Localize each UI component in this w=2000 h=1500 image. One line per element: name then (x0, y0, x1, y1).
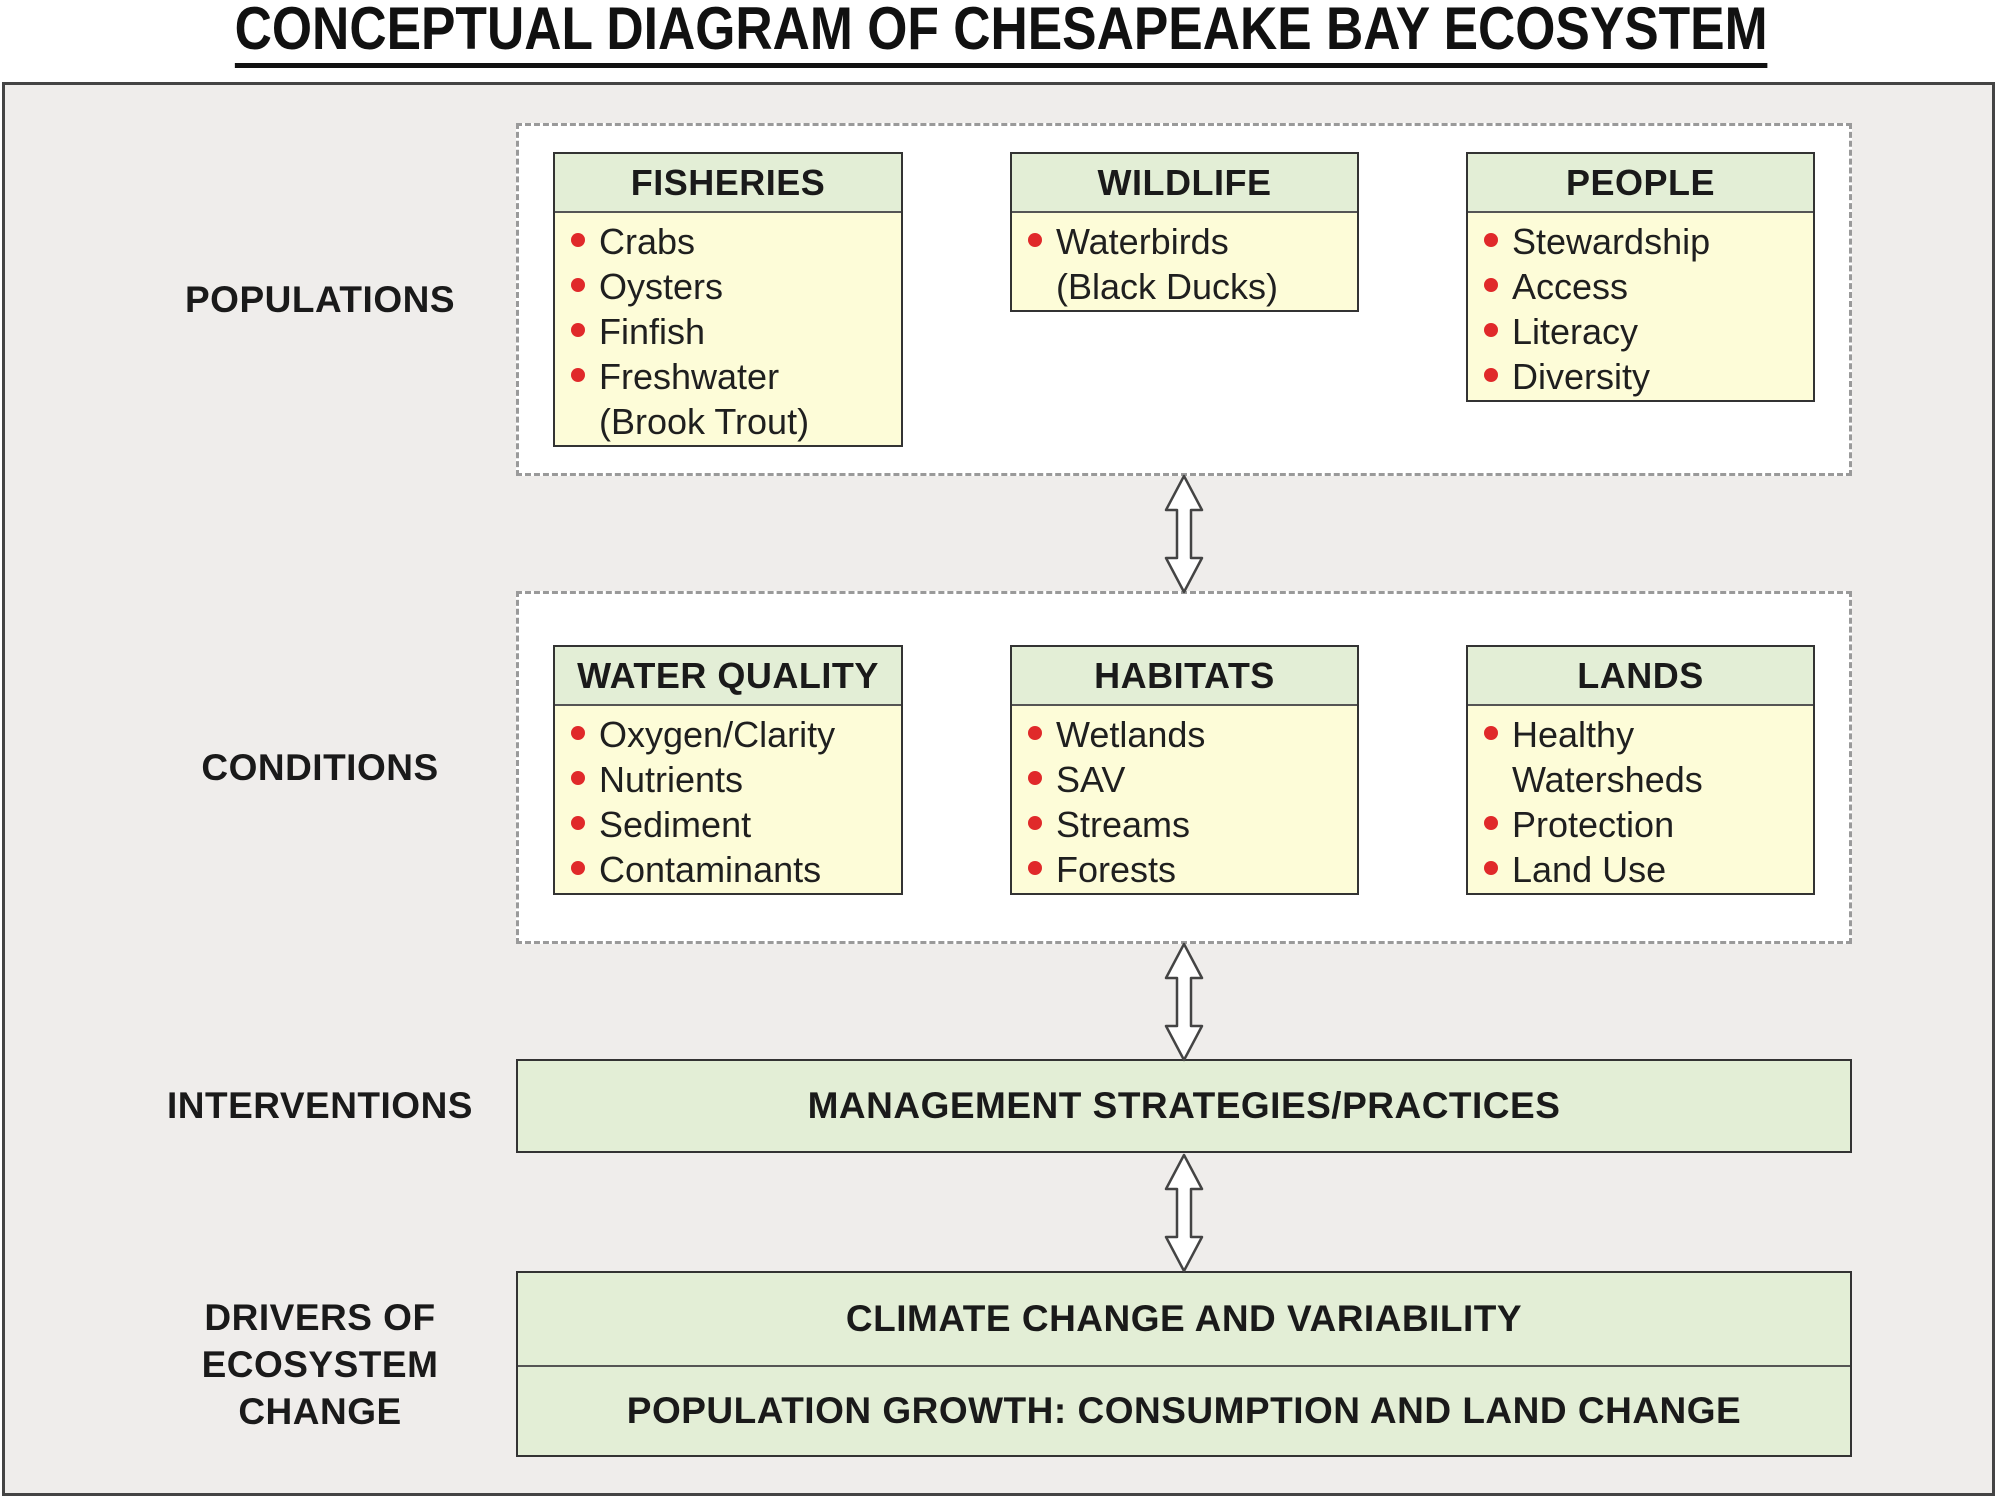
list-item-text: Oysters (599, 266, 724, 307)
list-item-text: Finfish (599, 311, 706, 352)
list-item-text: Freshwater (599, 356, 780, 397)
interventions-box: MANAGEMENT STRATEGIES/PRACTICES (516, 1059, 1852, 1153)
double-arrow-icon (1164, 942, 1204, 1062)
list-item (1026, 757, 1357, 802)
bullet-dot (1028, 233, 1042, 247)
list-item (569, 264, 901, 309)
bullet-dot (1484, 726, 1498, 740)
list-item (569, 847, 901, 892)
drivers-divider (518, 1365, 1850, 1367)
list-item-text: Protection (1512, 804, 1675, 845)
row-label-interventions: INTERVENTIONS (167, 1085, 473, 1126)
list-item (1026, 802, 1357, 847)
list-item-text: Waterbirds (1056, 221, 1229, 262)
list-item-continuation (1026, 264, 1357, 309)
bullet-dot (571, 278, 585, 292)
diagram-title-text: CONCEPTUAL DIAGRAM OF CHESAPEAKE BAY ECOSYSTEM (235, 0, 1768, 68)
list-item (1482, 802, 1813, 847)
list-item-text: Diversity (1512, 356, 1651, 397)
bullet-dot (1028, 771, 1042, 785)
list-item-text: Nutrients (599, 759, 744, 800)
list-item-text: Wetlands (1056, 714, 1206, 755)
wildlife-list (1012, 213, 1357, 309)
bullet-dot (1484, 233, 1498, 247)
bullet-dot (1028, 861, 1042, 875)
bullet-dot (571, 368, 585, 382)
bullet-dot (1484, 278, 1498, 292)
wildlife-header: WILDLIFE (1012, 154, 1357, 213)
row-label-drivers-line-3: CHANGE (238, 1391, 402, 1432)
bullet-dot (1484, 368, 1498, 382)
bullet-dot (571, 726, 585, 740)
list-item-text: (Black Ducks) (1056, 266, 1279, 307)
fisheries-header: FISHERIES (555, 154, 901, 213)
list-item (569, 309, 901, 354)
lands-box (1466, 645, 1815, 895)
fisheries-box (553, 152, 903, 447)
drivers-population: POPULATION GROWTH: CONSUMPTION AND LAND CHANGE (626, 1390, 1742, 1431)
water-quality-list (555, 706, 901, 892)
habitats-box (1010, 645, 1359, 895)
double-arrow-icon (1164, 1153, 1204, 1273)
bullet-dot (1484, 323, 1498, 337)
bullet-dot (571, 323, 585, 337)
people-list (1468, 213, 1813, 399)
list-item (1482, 264, 1813, 309)
wildlife-box (1010, 152, 1359, 312)
bullet-dot (1484, 816, 1498, 830)
list-item-text: Literacy (1512, 311, 1639, 352)
bullet-dot (571, 861, 585, 875)
list-item (569, 354, 901, 399)
row-label-conditions: CONDITIONS (201, 747, 439, 788)
lands-header: LANDS (1468, 647, 1813, 706)
bullet-dot (1028, 726, 1042, 740)
fisheries-list (555, 213, 901, 444)
list-item-text: Healthy (1512, 714, 1635, 755)
list-item-text: Sediment (599, 804, 752, 845)
habitats-list (1012, 706, 1357, 892)
list-item (1482, 354, 1813, 399)
habitats-header: HABITATS (1012, 647, 1357, 706)
double-arrow-icon (1164, 474, 1204, 594)
bullet-dot (1028, 816, 1042, 830)
list-item-continuation (569, 399, 901, 444)
row-label-populations: POPULATIONS (185, 279, 455, 320)
list-item (1482, 219, 1813, 264)
list-item-text: Contaminants (599, 849, 822, 890)
list-item-text: Crabs (599, 221, 696, 262)
list-item-text: SAV (1056, 759, 1126, 800)
row-label-drivers-line-1: DRIVERS OF (204, 1297, 436, 1338)
list-item-text: Oxygen/Clarity (599, 714, 836, 755)
list-item (569, 757, 901, 802)
list-item-text: Forests (1056, 849, 1177, 890)
people-header: PEOPLE (1468, 154, 1813, 213)
lands-list (1468, 706, 1813, 892)
list-item (1482, 712, 1813, 757)
list-item-text: Land Use (1512, 849, 1667, 890)
list-item (1482, 309, 1813, 354)
bullet-dot (571, 816, 585, 830)
list-item (1026, 219, 1357, 264)
list-item-text: Streams (1056, 804, 1191, 845)
list-item (1026, 847, 1357, 892)
bullet-dot (571, 233, 585, 247)
water-quality-box (553, 645, 903, 895)
list-item-text: Stewardship (1512, 221, 1711, 262)
drivers-climate: CLIMATE CHANGE AND VARIABILITY (845, 1298, 1523, 1339)
row-label-drivers (120, 1294, 520, 1435)
list-item (569, 712, 901, 757)
list-item-continuation (1482, 757, 1813, 802)
list-item (569, 802, 901, 847)
bullet-dot (1484, 861, 1498, 875)
list-item-text: Access (1512, 266, 1629, 307)
bullet-dot (571, 771, 585, 785)
people-box (1466, 152, 1815, 402)
list-item (569, 219, 901, 264)
diagram-title (141, 0, 1861, 66)
list-item (1482, 847, 1813, 892)
list-item-text: (Brook Trout) (599, 401, 810, 442)
drivers-box (516, 1271, 1852, 1457)
list-item-text: Watersheds (1512, 759, 1703, 800)
row-label-drivers-line-2: ECOSYSTEM (201, 1344, 439, 1385)
list-item (1026, 712, 1357, 757)
water-quality-header: WATER QUALITY (555, 647, 901, 706)
